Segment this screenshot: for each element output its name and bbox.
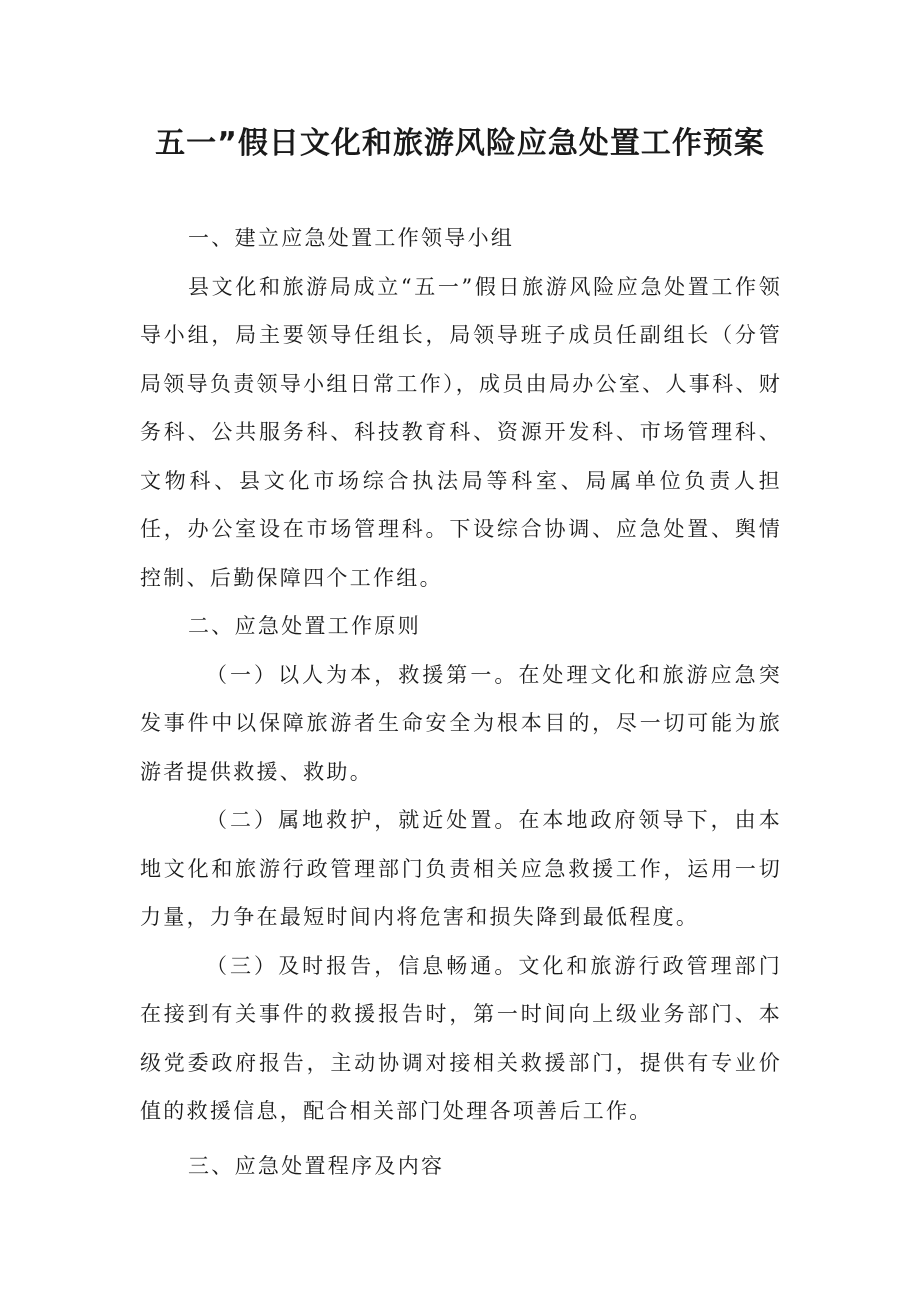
section1-paragraph: 县文化和旅游局成立“五一”假日旅游风险应急处置工作领导小组，局主要领导任组长，局领导班子成员任副组长（分管局领导负责领导小组日常工作），成员由局办公室、人事科、财务科、公共服务科、科技教育科、资源开发科、市场管理科、文物科、县文化市场综合执法局等科室、局属单位负责人担任，办公室设在市场管理科。下设综合协调、应急处置、舆情控制、后勤保障四个工作组。 xyxy=(140,274,782,590)
principle-1: （一）以人为本，救援第一。在处理文化和旅游应急突发事件中以保障旅游者生命安全为根本目的，尽一切可能为旅游者提供救援、救助。 xyxy=(140,662,782,784)
section1-heading: 一、建立应急处置工作领导小组 xyxy=(188,226,515,250)
document-body xyxy=(140,214,782,1190)
section2-heading: 二、应急处置工作原则 xyxy=(188,614,421,638)
document-title: 五一”假日文化和旅游风险应急处置工作预案 xyxy=(155,126,765,161)
principle-3: （三）及时报告，信息畅通。文化和旅游行政管理部门在接到有关事件的救援报告时，第一时间向上级业务部门、本级党委政府报告，主动协调对接相关救援部门，提供有专业价值的救援信息，配合相关部门处理各项善后工作。 xyxy=(140,953,782,1123)
section3-heading: 三、应急处置程序及内容 xyxy=(188,1153,445,1178)
principle-2: （二）属地救护，就近处置。在本地政府领导下，由本地文化和旅游行政管理部门负责相关应急救援工作，运用一切力量，力争在最短时间内将危害和损失降到最低程度。 xyxy=(140,808,782,929)
